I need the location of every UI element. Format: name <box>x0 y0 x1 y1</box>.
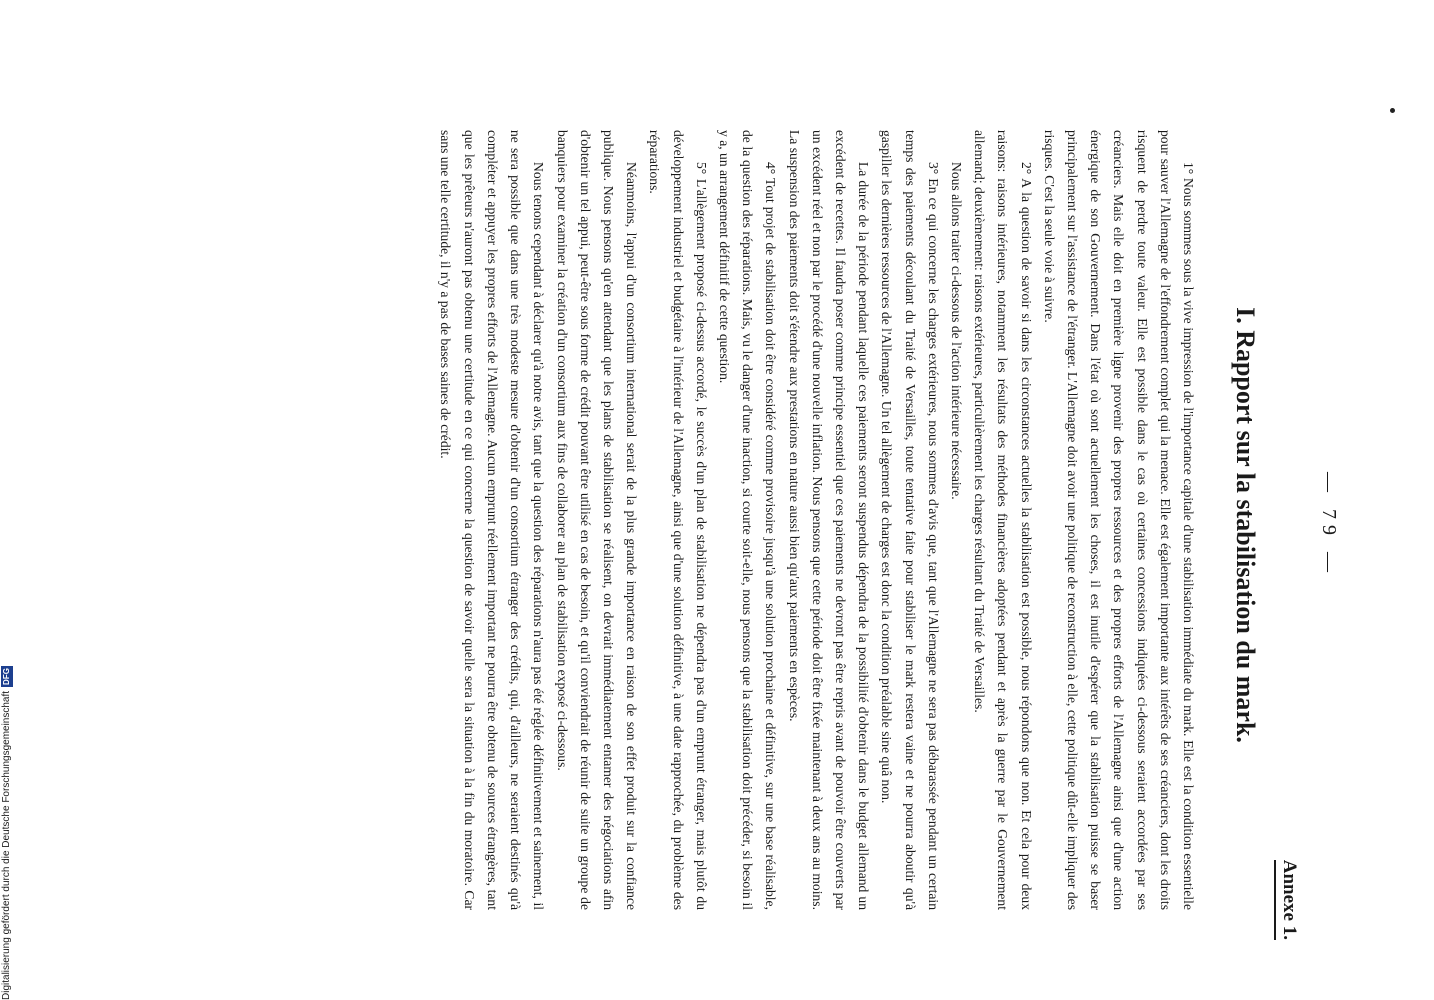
paragraph: 3° En ce qui concerne les charges extérieures, nous sommes d'avis que, tant que l'Allemagne ne sera pas débarassée pendant un certain temps des paiements découlant du Traité de Versailles, toute tentative faite pour stabiliser le mark restera vaine et ne pourra aboutir qu'à gaspiller les dernières ressources de l'Allemagne. Un tel allègement de charges est donc la condition préalable sine quâ non. <box>879 130 941 910</box>
digitization-credit-text: Digitalisierung gefördert durch die Deutsche Forschungsgemeinschaft <box>1 690 12 1000</box>
digitization-credit <box>0 604 14 1000</box>
paragraph: 4° Tout projet de stabilisation doit être considéré comme provisoire jusqu'à une solution prochaine et définitive, sur une base réalisable, de la question des réparations. Mais, vu le danger d'une inaction, si courte soit-elle, nous pensons que la stabilisation doit précéder, si besoin il y a, un arrangement définitif de cette question. <box>716 130 779 910</box>
paragraph: Néanmoins, l'appui d'un consortium international serait de la plus grande importance en raison de son effet produit sur la confiance publique. Nous pensons qu'en attendant que les plans de stabilisation se réalisent, on devrait immédiatement entamer des négociations afin d'obtenir un tel appui, peut-être sous forme de crédit pouvant être utilisé en cas de besoin, et qu'il conviendrait de réunir de suite un groupe de banquiers pour examiner la création d'un consortium aux fins de collaborer au plan de stabilisation exposé ci-dessous. <box>554 130 640 910</box>
page-number: — 79 — <box>1318 472 1340 578</box>
annex-label: Annexe 1. <box>1274 860 1300 940</box>
paragraph: La durée de la période pendant laquelle ces paiements seront suspendus dépendra de la possibilité d'obtenir dans le budget allemand un excédent de recettes. Il faudra poser comme principe essentiel que ces paiements ne devront pas être repris avant de pouvoir être couverts par un excédent réel et non par le procédé d'une nouvelle inflation. Nous pensons que cette période doit être fixée maintenant à deux ans au moins. La suspension des paiements doit s'étendre aux prestations en nature aussi bien qu'aux paiements en espèces. <box>786 130 872 910</box>
paragraph: 2° A la question de savoir si dans les circonstances actuelles la stabilisation est possible, nous répondons que non. Et cela pour deux raisons: raisons intérieures, notamment les résultats des méthodes financières adoptées pendant et après la guerre par le Gouvernement allemand; deuxièmement: raisons extérieures, particulièrement les charges résultant du Traité de Versailles. <box>972 130 1034 910</box>
report-title: I. Rapport sur la stabilisation du mark. <box>1231 307 1260 743</box>
paragraph: Nous tenons cependant à déclarer qu'à notre avis, tant que la question des réparations n'aura pas été réglée définitivement et sainement, il ne sera possible que dans une très modeste mesure d'obtenir d'un consortium étranger des crédits, qui, d'ailleurs, ne seraient destinés qu'à compléter et appuyer les propres efforts de l'Allemagne. Aucun emprunt réellement important ne pourra être obtenu de sources étrangères, tant que les prêteurs n'auront pas obtenu une certitude en ce qui concerne la question de savoir quelle sera la situation à la fin du moratoire. Car sans une telle certitude, il n'y a pas de bases saines de crédit. <box>438 130 547 910</box>
scanned-page <box>140 90 1340 960</box>
paragraph: Nous allons traiter ci-dessous de l'action intérieure nécessaire. <box>948 162 964 500</box>
paragraph: 1° Nous sommes sous la vive impression de l'importance capitale d'une stabilisation immédiate du mark. Elle est la condition essentielle pour sauver l'Allemagne de l'effondrement complet qui la menace. Elle est également importante aux intérêts de ses créanciers, dont les droits risquent de perdre toute valeur. Elle est possible dans le cas où certaines concessions indiquées ci-dessous seraient accordées par ses créanciers. Mais elle doit en première ligne provenir des propres ressources et des propres efforts de l'Allemagne ainsi que d'une action énergique de son Gouvernement. Dans l'état où sont actuellement les choses, il est inutile d'espérer que la stabilisation puisse se baser principalement sur l'assistance de l'étranger. L'Allemagne doit avoir une politique de reconstruction à elle, cette politique dût-elle impliquer des risques. C'est la seule voie à suivre. <box>1041 130 1196 910</box>
paragraph: 5° L'allègement proposé ci-dessus accordé, le succès d'un plan de stabilisation ne dépendra pas d'un emprunt étranger, mais plutôt du développement industriel et budgétaire à l'intérieur de l'Allemagne, ainsi que d'une solution définitive, à une date rapprochée, du problème des réparations. <box>647 130 709 910</box>
report-body <box>434 130 1200 910</box>
scan-speck <box>1390 108 1395 113</box>
page-content-rotated <box>140 90 1340 960</box>
dfg-logo-icon: DFG <box>2 668 11 685</box>
